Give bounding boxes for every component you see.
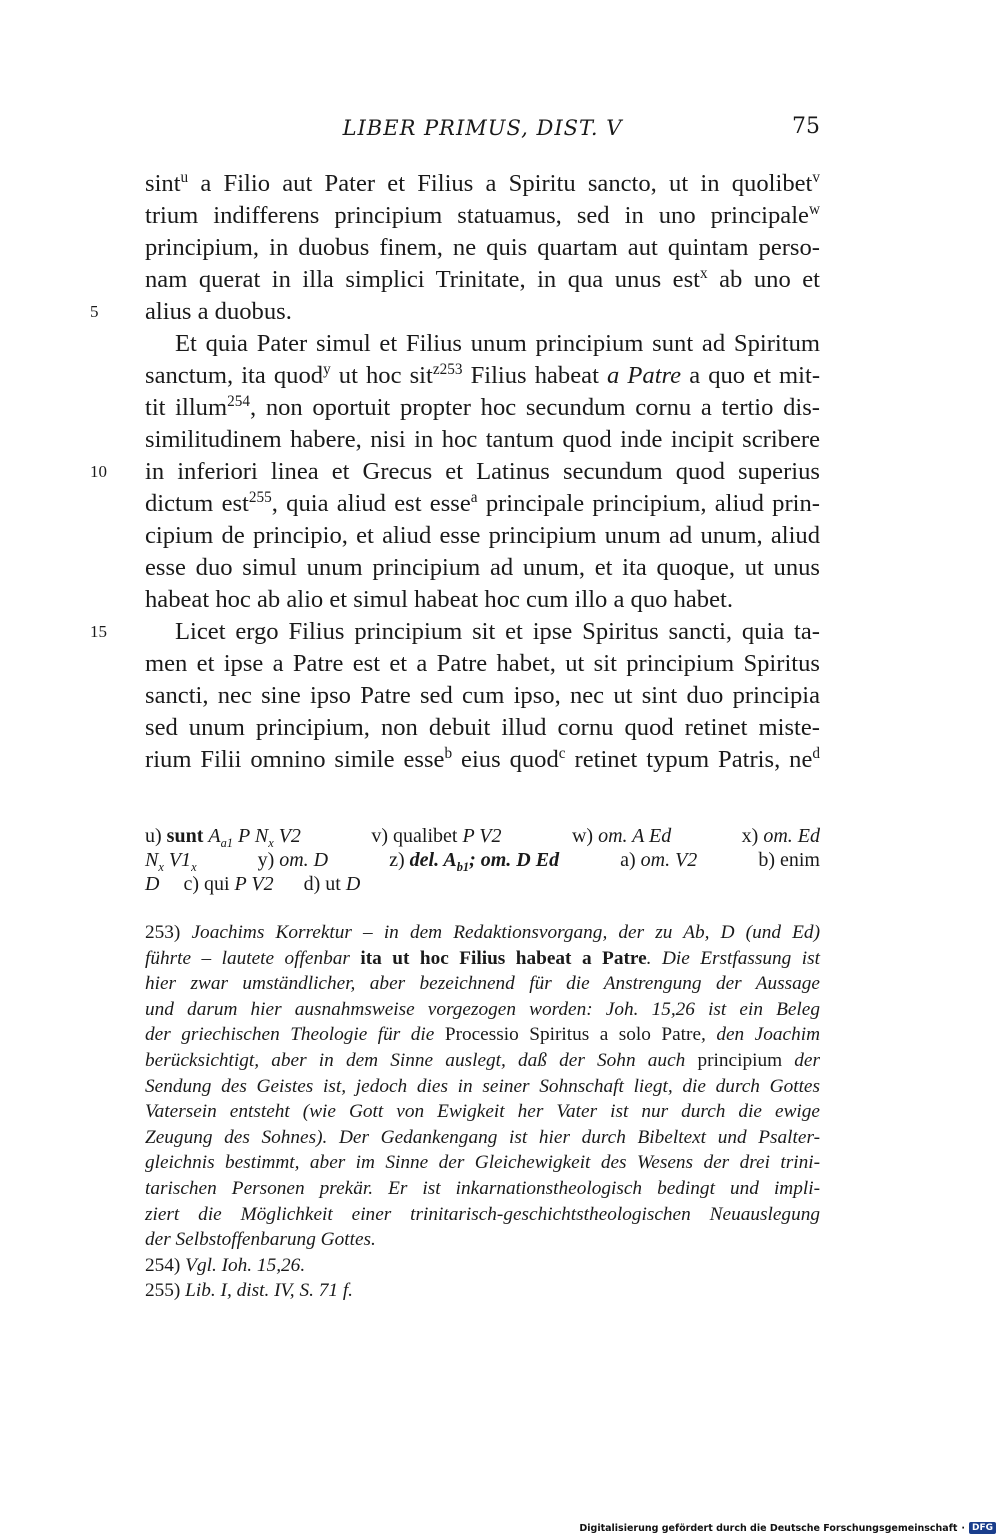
text-line: men et ipse a Patre est et a Patre habet, ut sit principium Spiritus	[145, 650, 820, 677]
footnote-253-line: Zeugung des Sohnes). Der Gedankengang ist hier durch Bibeltext und Psalter-	[145, 1126, 820, 1148]
footnote-253-line: ziert die Möglichkeit einer trinitarisch-geschichtstheologischen Neuauslegung	[145, 1203, 820, 1225]
footnote-253-line: der griechischen Theologie für die Processio Spiritus a solo Patre, den Joachim	[145, 1024, 820, 1046]
text-line: Et quia Pater simul et Filius unum principium sunt ad Spiritum	[175, 330, 820, 357]
footnote-255: 255) Lib. I, dist. IV, S. 71 f.	[145, 1280, 354, 1302]
footnote-253-line: Sendung des Geistes ist, jedoch dies in seiner Sohnschaft liegt, die durch Gottes	[145, 1075, 820, 1097]
critical-apparatus	[145, 824, 820, 896]
text-line: dictum est$^{255}$, quia aliud est esse$^a$ principale principium, aliud prin-	[145, 488, 820, 517]
footnote-253-line: Vatersein entsteht (wie Gott von Ewigkeit her Vater ist nur durch die ewige	[145, 1101, 820, 1123]
text-line: cipium de principio, et aliud esse principium unum ad unum, aliud	[145, 522, 820, 549]
text-line: trium indifferens principium statuamus, sed in uno principale$^w$	[145, 200, 820, 229]
footnote-253-line: tarischen Personen prekär. Er ist inkarnationstheologisch bedingt und impli-	[145, 1177, 820, 1199]
line-number: 5	[90, 302, 99, 321]
main-text	[90, 168, 821, 776]
text-line: esse duo simul unum principium ad unum, et ita quoque, ut unus	[145, 554, 820, 581]
text-line: 15 Licet ergo Filius principium sit et ipse Spiritus sancti, quia ta-	[145, 616, 820, 648]
dfg-logo-icon: DFG	[969, 1522, 996, 1534]
text-line: principium, in duobus finem, ne quis quartam aut quintam perso-	[145, 234, 820, 261]
text-line: 5 alius a duobus.	[145, 296, 820, 328]
text-line: sed unum principium, non debuit illud cornu quod retinet miste-	[145, 714, 820, 741]
apparatus-entry-b: b) enim	[758, 849, 820, 871]
line-number: 10	[90, 462, 107, 481]
footnote-253-line: führte – lautete offenbar ita ut hoc Filius habeat a Patre. Die Erstfassung ist	[145, 947, 821, 969]
footnote-253-line: 253) Joachims Korrektur – in dem Redaktionsvorgang, der zu Ab, D (und Ed)	[145, 922, 820, 943]
apparatus-entry-d: d) ut D	[303, 873, 361, 895]
text-line: habeat hoc ab alio et simul habeat hoc cum illo a quo habet.	[145, 586, 734, 613]
apparatus-entry-z: z) del. $A_{b1}$; om. D Ed	[389, 849, 560, 874]
text-line: sanctum, ita quod$^y$ ut hoc sit$^{z253}$ Filius habeat a Patre a quo et mit-	[145, 360, 821, 389]
apparatus-entry-u: u) sunt $A_{a1}$ P $N_x$ V2	[145, 825, 301, 850]
apparatus-entry-w: w) om. A Ed	[571, 825, 672, 847]
text-line: rium Filii omnino simile esse$^b$ eius quod$^c$ retinet typum Patris, $ne^d$	[145, 744, 820, 773]
footnote-253-line: und darum hier ausnahmsweise vorgezogen worden: Joh. 15,26 ist ein Beleg	[145, 998, 820, 1020]
apparatus-entry-a: a) om. V2	[620, 849, 698, 871]
apparatus-line	[145, 824, 820, 848]
text-line: nam querat in illa simplici Trinitate, in qua unus est$^x$ ab uno et	[145, 264, 820, 293]
footnote-253-line: berücksichtigt, aber in dem Sinne auslegt, daß der Sohn auch principium der	[145, 1049, 820, 1071]
apparatus-entry-v: v) qualibet P V2	[371, 825, 502, 847]
credit-text: Digitalisierung gefördert durch die Deutsche Forschungsgemeinschaft	[579, 1522, 958, 1534]
line-number: 15	[90, 622, 107, 641]
footnote-253-line: der Selbstoffenbarung Gottes.	[145, 1229, 376, 1251]
running-head	[145, 112, 820, 146]
apparatus-entry-c: c) qui P V2	[183, 873, 274, 895]
apparatus-line	[145, 872, 820, 896]
apparatus-entry-x-cont: $N_x$ $V1_x$	[145, 849, 197, 874]
footnote-253-line: gleichnis bestimmt, aber im Sinne der Gleichewigkeit des Wesens der drei trini-	[145, 1152, 820, 1174]
running-title: LIBER PRIMUS, DIST. V	[342, 116, 623, 140]
footnote-253-line: hier zwar umständlicher, aber bezeichnend für die Anstrengung der Aussage	[145, 973, 820, 995]
apparatus-entry-x: x) om. Ed	[741, 825, 820, 847]
page-number: 75	[792, 114, 820, 139]
text-line: sancti, nec sine ipso Patre sed cum ipso, nec ut sint duo principia	[145, 682, 820, 709]
text-line: similitudinem habere, nisi in hoc tantum quod inde incipit scribere	[145, 426, 820, 453]
text-line: tit illum$^{254}$, non oportuit propter hoc secundum cornu a tertio dis-	[145, 392, 820, 421]
text-line: 10 in inferiori linea et Grecus et Latinus secundum quod superius	[145, 456, 820, 488]
footnote-254: 254) Vgl. Ioh. 15,26.	[145, 1254, 306, 1276]
text-line: sint$^u$ a Filio aut Pater et Filius a Spiritu sancto, ut in quolibet$^v$	[145, 168, 820, 197]
apparatus-entry-b-cont: D	[145, 873, 160, 895]
digitization-credit	[579, 1522, 996, 1534]
apparatus-line	[145, 848, 820, 872]
credit-separator: ·	[961, 1522, 965, 1534]
apparatus-entry-y: y) om. D	[257, 849, 329, 871]
footnotes	[145, 920, 820, 1304]
